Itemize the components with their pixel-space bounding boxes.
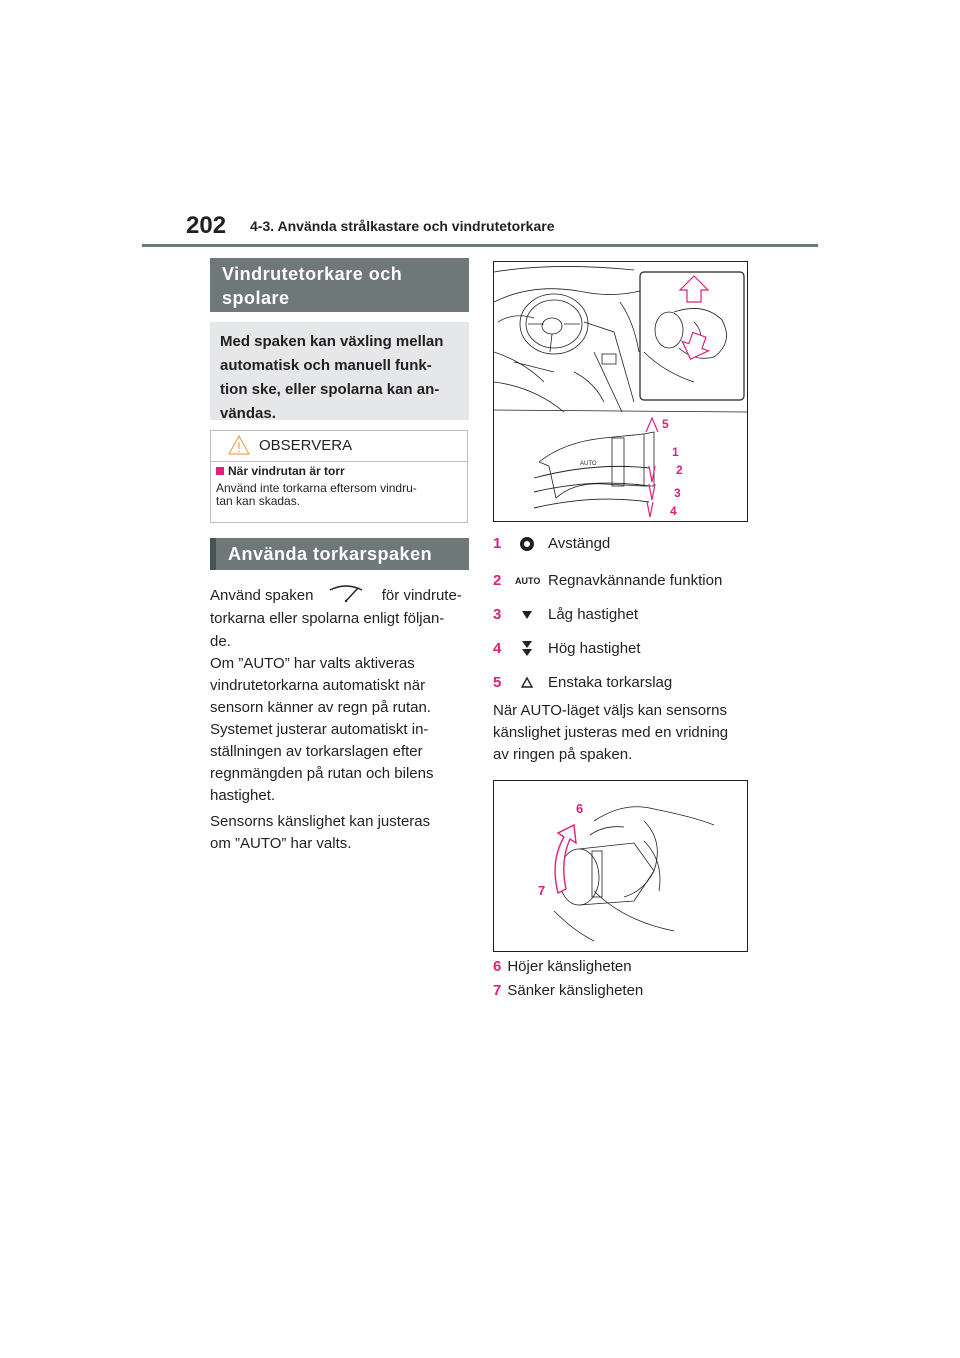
callout-7: 7 [538, 883, 546, 898]
intro-box [210, 322, 469, 420]
legend-label: Höjer känsligheten [507, 958, 632, 975]
intro-line: automatisk och manuell funk- [220, 357, 432, 374]
auto-text-icon: AUTO [515, 576, 541, 586]
paragraph-line: ställningen av torkarslagen efter [210, 743, 423, 760]
paragraph-line [210, 584, 472, 607]
notice-box [210, 430, 468, 523]
list-item-label: Hög hastighet [548, 640, 641, 657]
wiper-lever-figure [493, 261, 748, 522]
legend-item [493, 982, 643, 999]
low-speed-icon [515, 604, 539, 626]
callout-6: 6 [576, 801, 584, 816]
intro-line: tion ske, eller spolarna kan an- [220, 381, 440, 398]
high-speed-icon [515, 638, 539, 660]
list-item [493, 604, 763, 628]
paragraph-text: för vindrute- [381, 587, 462, 604]
notice-title: OBSERVERA [259, 437, 353, 454]
legend-item [493, 958, 632, 975]
sensitivity-ring-illustration [494, 781, 747, 951]
section-heading-wiper-lever: Använda torkarspaken [210, 538, 469, 570]
paragraph-line: torkarna eller spolarna enligt följan- [210, 610, 445, 627]
paragraph-line: hastighet. [210, 787, 276, 804]
wiper-symbol-icon [324, 584, 368, 604]
paragraph-sensitivity [210, 811, 472, 855]
list-item-number: 3 [493, 606, 502, 623]
list-item [493, 533, 763, 557]
wiper-lever-illustration [494, 262, 747, 521]
callout-5: 5 [662, 417, 669, 431]
list-item-label: Avstängd [548, 535, 611, 552]
notice-body-line: tan kan skadas. [216, 494, 301, 508]
paragraph-line: När AUTO-läget väljs kan sensorns [493, 702, 727, 719]
section-heading-wipers-washers [210, 258, 469, 312]
paragraph-line: Systemet justerar automatiskt in- [210, 721, 429, 738]
notice-body [216, 482, 466, 508]
list-item [493, 638, 763, 662]
paragraph-line: sensorn känner av regn på rutan. [210, 699, 431, 716]
paragraph-line: om ”AUTO” har valts. [210, 835, 352, 852]
list-item [493, 570, 763, 594]
mist-icon [515, 672, 539, 694]
paragraph-auto-sensitivity [493, 700, 753, 766]
off-ring-icon [515, 533, 539, 555]
paragraph-line: de. [210, 633, 231, 650]
paragraph-line: av ringen på spaken. [493, 746, 633, 763]
callout-2: 2 [676, 463, 683, 477]
intro-line: Med spaken kan växling mellan [220, 333, 444, 350]
callout-4: 4 [670, 504, 677, 518]
list-item [493, 672, 763, 696]
list-item-label: Regnavkännande funktion [548, 572, 723, 589]
list-item-number: 4 [493, 640, 502, 657]
callout-1: 1 [672, 445, 679, 459]
header-divider [142, 244, 818, 247]
paragraph-line: Om ”AUTO” har valts aktiveras [210, 655, 415, 672]
paragraph-auto-mode [210, 653, 472, 807]
list-item-number: 5 [493, 674, 502, 691]
paragraph-line: känslighet justeras med en vridning [493, 724, 729, 741]
paragraph-line: regnmängden på rutan och bilens [210, 765, 434, 782]
section-heading-line2: spolare [222, 288, 290, 308]
notice-header [211, 431, 467, 462]
list-item-label: Enstaka torkarslag [548, 674, 673, 691]
intro-line: vändas. [220, 405, 276, 422]
list-item-number: 1 [493, 535, 502, 552]
paragraph-line: Sensorns känslighet kan justeras [210, 813, 431, 830]
paragraph-text: Använd spaken [210, 587, 314, 604]
bullet-square-icon [216, 467, 224, 475]
list-item-label: Låg hastighet [548, 606, 639, 623]
lever-auto-label: AUTO [580, 461, 597, 467]
notice-body-line: Använd inte torkarna eftersom vindru- [216, 481, 417, 495]
notice-subtitle [216, 464, 345, 478]
section-heading-line1: Vindrutetorkare och [222, 264, 403, 284]
legend-label: Sänker känsligheten [507, 982, 644, 999]
list-item-number: 2 [493, 572, 502, 589]
callout-3: 3 [674, 486, 681, 500]
chapter-title: 4-3. Använda strålkastare och vindrutetorkare [250, 218, 555, 234]
warning-triangle-icon [227, 434, 251, 456]
notice-subtitle-text: När vindrutan är torr [228, 464, 345, 478]
sensitivity-ring-figure [493, 780, 748, 952]
legend-number: 6 [493, 958, 502, 975]
paragraph-use-lever [210, 584, 472, 653]
paragraph-line: vindrutetorkarna automatiskt när [210, 677, 426, 694]
page-number: 202 [186, 212, 227, 239]
legend-number: 7 [493, 982, 502, 999]
